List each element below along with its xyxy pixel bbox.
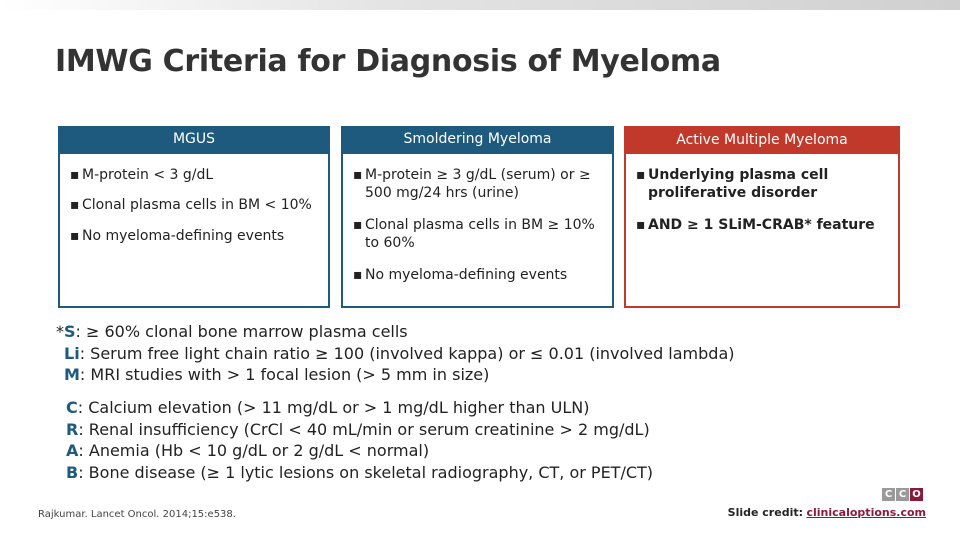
logo-letter: C [882,488,895,501]
slide-credit [728,506,926,519]
smoldering-body [341,152,614,308]
mgus-header: MGUS [58,126,330,152]
credit-label: Slide credit: [727,506,803,519]
crab-footnote [66,397,653,483]
criteria-item: ▪ M-protein < 3 g/dL [70,166,332,184]
slide-title: IMWG Criteria for Diagnosis of Myeloma [55,44,721,79]
footnote-line: A: Anemia (Hb < 10 g/dL or 2 g/dL < normal) [66,441,430,460]
cco-logo [882,488,923,501]
criteria-item: ▪ Underlying plasma cell proliferative disorder [636,166,873,202]
criteria-item: ▪ AND ≥ 1 SLiM-CRAB* feature [636,216,898,234]
mgus-column [58,126,330,308]
credit-link[interactable]: clinicaloptions.com [806,506,926,519]
active-mm-body [624,152,900,308]
citation: Rajkumar. Lancet Oncol. 2014;15:e538. [38,509,236,520]
logo-letter: C [896,488,909,501]
smoldering-column [341,126,614,308]
top-gradient-bar [0,0,960,10]
slim-footnote [56,321,735,386]
mgus-body [58,152,330,308]
criteria-item: ▪ No myeloma-defining events [353,266,615,284]
footnote-line: C: Calcium elevation (> 11 mg/dL or > 1 mg/dL higher than ULN) [66,398,590,417]
footnote-line: Li: Serum free light chain ratio ≥ 100 (involved kappa) or ≤ 0.01 (involved lambda) [64,343,735,363]
active-mm-header: Active Multiple Myeloma [624,126,900,152]
footnote-line: M: MRI studies with > 1 focal lesion (> 5 mm in size) [64,365,490,384]
logo-letter: O [910,488,923,501]
active-mm-column [624,126,900,308]
footnote-line: R: Renal insufficiency (CrCl < 40 mL/min or serum creatinine > 2 mg/dL) [66,419,650,439]
smoldering-header: Smoldering Myeloma [341,126,614,152]
footnote-line: B: Bone disease (≥ 1 lytic lesions on skeletal radiography, CT, or PET/CT) [66,462,654,482]
footnote-line: *S: ≥ 60% clonal bone marrow plasma cells [56,322,408,341]
criteria-item: ▪ Clonal plasma cells in BM ≥ 10% to 60% [353,216,609,252]
criteria-item: ▪ No myeloma-defining events [70,227,336,245]
criteria-item: ▪ M-protein ≥ 3 g/dL (serum) or ≥ 500 mg/24 hrs (urine) [353,166,605,202]
criteria-item: ▪ Clonal plasma cells in BM < 10% [70,196,336,214]
